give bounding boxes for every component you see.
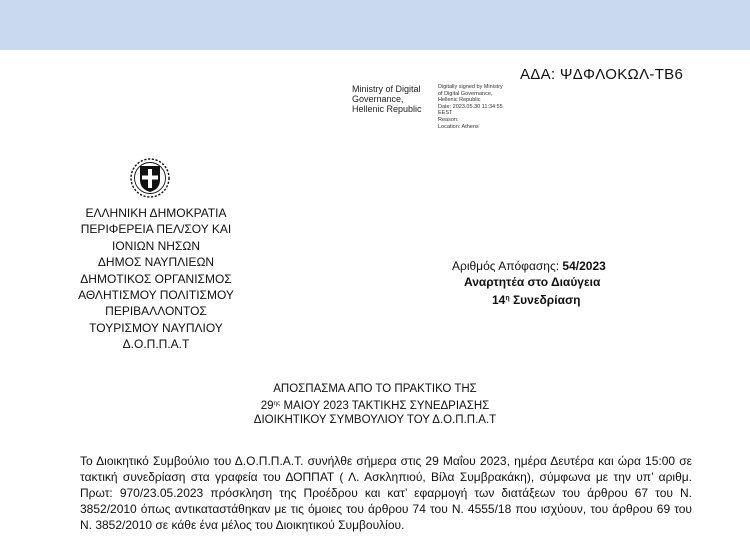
excerpt-title [170, 382, 580, 428]
excerpt-line: ΔΙΟΙΚΗΤΙΚΟΥ ΣΥΜΒΟΥΛΙΟΥ ΤΟΥ Δ.Ο.Π.Π.Α.Τ [253, 414, 497, 427]
excerpt-day: 29 [260, 399, 274, 412]
issuer-block [56, 205, 256, 353]
decision-number [452, 258, 642, 274]
session-number [452, 291, 642, 308]
decision-block [452, 258, 642, 308]
decision-number-value: 54/2023 [562, 259, 606, 273]
excerpt-date-rest: ΜΑΙΟΥ 2023 ΤΑΚΤΙΚΗΣ ΣΥΝΕΔΡΙΑΣΗΣ [280, 399, 490, 412]
signature-detail-line: Location: Athens [438, 123, 479, 130]
signature-detail-line: Hellenic Republic [438, 97, 481, 104]
signer-line: Hellenic Republic [352, 104, 422, 114]
session-word: Συνεδρίαση [509, 292, 581, 307]
ada-code: ΑΔΑ: ΨΔΦΛΟΚΩΛ-ΤΒ6 [520, 66, 684, 83]
issuer-line: ΙΟΝΙΩΝ ΝΗΣΩΝ [111, 238, 201, 253]
hellenic-republic-emblem-icon [128, 156, 172, 200]
session-num: 14 [492, 292, 506, 307]
body-paragraph: Το Διοικητικό Συμβούλιο του Δ.Ο.Π.Π.Α.Τ. συνήλθε σήμερα στις 29 Μαΐου 2023, ημέρα Δευτέρα και ώρα 15:00 σε τακτική συνεδρίαση στα γραφεία του ΔΟΠΠΑΤ ( Λ. Ασκληπιού, Βίλα Συμβρακάκη), σύμφωνα με την υπ’ αριθμ. Πρωτ: 970/23.05.2023 πρόσκληση της Προέδρου και κατ’ εφαρμογή των διατάξεων του άρθρου 67 του Ν. 3852/2010 όπως αντικαταστάθηκαν με τις όμοιες του άρθρου 74 του Ν. 4555/18 που ισχύουν, του άρθρου 69 του Ν. 3852/2010 σε κάθε ένα μέλος του Διοικητικού Συμβουλίου. [80, 454, 692, 533]
signer-line: Governance, [352, 94, 404, 104]
excerpt-day-sup: ης [273, 399, 281, 407]
issuer-line: Δ.Ο.Π.Π.Α.Τ [122, 337, 190, 352]
issuer-line: ΤΟΥΡΙΣΜΟΥ ΝΑΥΠΛΙΟΥ [89, 320, 223, 335]
signature-details [438, 84, 528, 130]
issuer-line: ΕΛΛΗΝΙΚΗ ΔΗΜΟΚΡΑΤΙΑ [85, 206, 227, 220]
excerpt-date-line [170, 397, 580, 414]
signature-detail-line: Date: 2023.05.30 11:34:55 [438, 103, 503, 110]
decision-number-label: Αριθμός Απόφασης: [452, 259, 563, 273]
issuer-line: ΔΗΜΟΤΙΚΟΣ ΟΡΓΑΝΙΣΜΟΣ [80, 271, 232, 286]
issuer-line: ΑΘΛΗΤΙΣΜΟΥ ΠΟΛΙΤΙΣΜΟΥ [78, 288, 234, 303]
signature-detail-line: of Digital Governance, [438, 90, 493, 97]
signature-signer [352, 84, 452, 114]
excerpt-line: ΑΠΟΣΠΑΣΜΑ ΑΠΟ ΤΟ ΠΡΑΚΤΙΚΟ ΤΗΣ [273, 383, 477, 395]
publication-note: Αναρτητέα στο Διαύγεια [464, 275, 601, 290]
signature-detail-line: Reason: [438, 116, 459, 123]
session-sup: η [505, 294, 510, 302]
signer-line: Ministry of Digital [352, 84, 421, 94]
issuer-line: ΔΗΜΟΣ ΝΑΥΠΛΙΕΩΝ [97, 255, 215, 270]
viewer-top-bar [0, 0, 750, 50]
issuer-line: ΠΕΡΙΒΑΛΛΟΝΤΟΣ [105, 304, 207, 319]
signature-detail-line: EEST [438, 110, 453, 117]
signature-detail-line: Digitally signed by Ministry [438, 84, 503, 90]
issuer-line: ΠΕΡΙΦΕΡΕΙΑ ΠΕΛ/ΣΟΥ ΚΑΙ [80, 222, 232, 237]
